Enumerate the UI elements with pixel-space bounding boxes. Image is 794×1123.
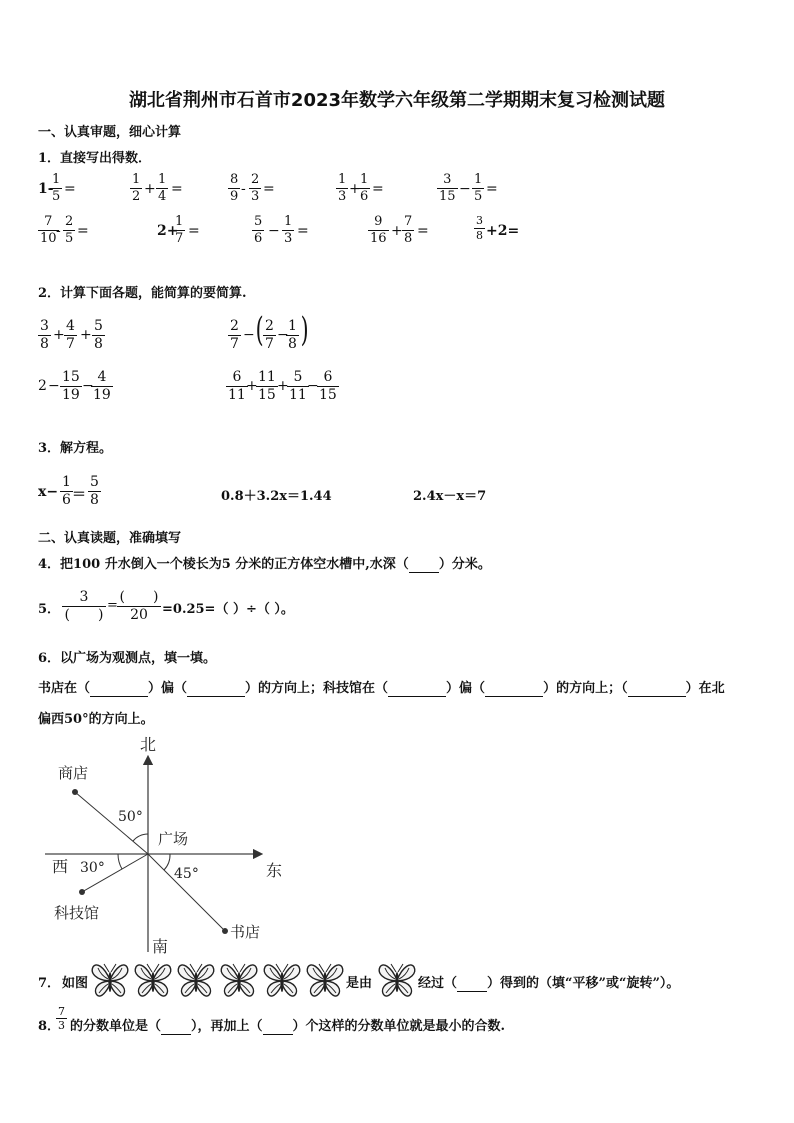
fraction xyxy=(56,1005,67,1032)
fraction xyxy=(88,474,101,509)
denominator: 15 xyxy=(439,189,456,204)
equals: = xyxy=(486,181,498,197)
equals: = xyxy=(372,181,384,197)
numerator: 1 xyxy=(338,172,347,187)
denominator: 8 xyxy=(40,336,49,352)
fraction xyxy=(249,172,261,205)
q3-label: 3．解方程。 xyxy=(38,441,113,456)
numerator: 2 xyxy=(230,318,239,334)
q7-text-d: ）得到的（填“平移”或“旋转”）。 xyxy=(487,976,680,991)
museum-point xyxy=(79,889,85,895)
direction-diagram xyxy=(40,730,300,958)
numerator: 11 xyxy=(258,369,276,385)
denominator: 8 xyxy=(404,231,413,246)
fraction xyxy=(91,369,113,404)
answer-blank[interactable] xyxy=(161,1019,191,1035)
fraction xyxy=(317,369,339,404)
q1-label: 1．直接写出得数． xyxy=(38,151,152,166)
fraction xyxy=(117,589,161,624)
fraction xyxy=(226,369,248,404)
fraction xyxy=(252,214,264,247)
denominator: 7 xyxy=(175,231,184,246)
numerator: 1 xyxy=(474,172,483,187)
q4-text xyxy=(38,553,491,573)
numerator: 7 xyxy=(58,1005,65,1018)
fraction xyxy=(38,318,51,353)
fraction xyxy=(64,318,77,353)
numerator: 3 xyxy=(476,214,483,227)
denominator: 5 xyxy=(52,189,61,204)
butterfly-icon xyxy=(376,960,418,1002)
right-paren: ) xyxy=(300,310,309,350)
operator: + xyxy=(246,378,258,394)
angle-bookstore-label: 45° xyxy=(174,866,199,882)
numerator: 9 xyxy=(368,214,389,231)
denominator: 11 xyxy=(228,387,246,403)
q3-equation2: 0.8＋3.2x＝1.44 xyxy=(221,489,332,504)
equation-prefix: x− xyxy=(38,484,59,500)
q4-text-b: ）分米。 xyxy=(438,557,491,572)
q3-equation3: 2.4x－x＝7 xyxy=(413,489,487,504)
denominator: 10 xyxy=(40,231,57,246)
denominator: 9 xyxy=(230,189,239,204)
fraction xyxy=(62,589,106,624)
q2-label: 2．计算下面各题，能简算的要简算. xyxy=(38,286,247,301)
operator: + xyxy=(53,327,65,343)
denominator: 8 xyxy=(288,336,297,352)
operator: - xyxy=(241,181,246,197)
denominator: 19 xyxy=(93,387,111,403)
denominator: 16 xyxy=(370,231,387,246)
fraction xyxy=(437,172,458,205)
angle-arc-bookstore xyxy=(164,854,170,870)
q6-line2: 偏西50°的方向上。 xyxy=(38,712,154,727)
fraction xyxy=(173,214,185,247)
q8-text-b: ），再加上（ xyxy=(191,1019,263,1034)
q7-text-c: 经过（ xyxy=(418,976,458,991)
numerator: 15 xyxy=(62,369,80,385)
denominator: 2 xyxy=(132,189,141,204)
numerator: 1 xyxy=(284,214,293,229)
angle-arc-museum xyxy=(118,854,122,869)
denominator: 8 xyxy=(90,492,99,508)
equals: = xyxy=(297,223,309,239)
angle-shop-label: 50° xyxy=(118,809,143,825)
q8-text-a: 的分数单位是（ xyxy=(70,1019,162,1034)
operator: − xyxy=(82,378,94,394)
q6-text: ）偏（ xyxy=(148,681,188,696)
numerator: 3 xyxy=(40,318,49,334)
denominator: 3 xyxy=(284,231,293,246)
bookstore-label: 书店 xyxy=(230,923,261,941)
numerator: 1 xyxy=(52,172,61,187)
bookstore-point xyxy=(222,928,228,934)
denominator: 19 xyxy=(62,387,80,403)
operator: + xyxy=(144,181,156,197)
operator: + xyxy=(277,378,289,394)
numerator: 1 xyxy=(175,214,184,229)
denominator: 4 xyxy=(158,189,167,204)
answer-blank[interactable] xyxy=(90,681,148,697)
fraction xyxy=(263,318,276,353)
left-paren: ( xyxy=(255,310,264,350)
fraction xyxy=(474,214,485,243)
numerator: 1 xyxy=(288,318,297,334)
numerator: 3 xyxy=(437,172,458,189)
fraction xyxy=(256,369,278,404)
denominator: 8 xyxy=(94,336,103,352)
numerator: 7 xyxy=(404,214,413,229)
equals: = xyxy=(263,181,275,197)
q8-number: 8． xyxy=(38,1019,61,1034)
numerator: 1 xyxy=(62,474,71,490)
whole-number: 2 xyxy=(38,378,47,394)
q7-text-a: 如图 xyxy=(62,976,89,991)
center-label: 广场 xyxy=(158,830,189,848)
denominator: 7 xyxy=(265,336,274,352)
answer-blank[interactable] xyxy=(485,681,543,697)
north-label: 北 xyxy=(140,735,157,754)
operator: − xyxy=(243,327,255,343)
q7-text-b: 是由 xyxy=(346,976,373,991)
angle-museum-label: 30° xyxy=(80,860,105,876)
fraction xyxy=(282,214,294,247)
operator: − xyxy=(268,223,280,239)
operator: + xyxy=(80,327,92,343)
equals: = xyxy=(107,598,118,613)
equals: = xyxy=(188,223,200,239)
operator: − xyxy=(277,327,289,343)
angle-arc-shop xyxy=(133,834,148,841)
q5-tail: =0.25=（ ）÷（ ）。 xyxy=(162,602,294,617)
numerator: 3 xyxy=(62,589,106,607)
numerator: 5 xyxy=(90,474,99,490)
numerator: 1 xyxy=(132,172,141,187)
fraction xyxy=(63,214,75,247)
numerator: 2 xyxy=(251,172,260,187)
q6-text: ）在北 xyxy=(685,681,725,696)
operator: − xyxy=(48,378,60,394)
numerator-blank[interactable]: ( ) xyxy=(117,589,161,607)
numerator: 2 xyxy=(265,318,274,334)
q7-number: 7． xyxy=(38,976,61,991)
east-label: 东 xyxy=(266,861,283,880)
answer-blank[interactable] xyxy=(187,681,245,697)
numerator: 5 xyxy=(94,318,103,334)
q8-text xyxy=(70,1015,505,1035)
museum-label: 科技馆 xyxy=(54,904,100,922)
denominator: 7 xyxy=(66,336,75,352)
equals: = xyxy=(64,181,76,197)
q6-text: ）的方向上；科技馆在（ xyxy=(245,681,389,696)
section1-heading: 一、认真审题，细心计算 xyxy=(38,125,182,140)
q4-text-a: 4．把100 升水倒入一个棱长为5 分米的正方体空水槽中,水深（ xyxy=(38,557,409,572)
numerator: 6 xyxy=(317,369,339,387)
plus-two-equals: +2= xyxy=(486,223,520,239)
south-label: 南 xyxy=(152,937,169,956)
numerator: 4 xyxy=(91,369,113,387)
denominator: 15 xyxy=(258,387,276,403)
shop-label: 商店 xyxy=(58,764,89,782)
equals: = xyxy=(77,223,89,239)
denominator: 3 xyxy=(338,189,347,204)
operator: − xyxy=(307,378,319,394)
q5-number: 5． xyxy=(38,602,61,617)
denominator: 3 xyxy=(251,189,260,204)
fraction xyxy=(472,172,484,205)
numerator: 7 xyxy=(38,214,59,231)
denominator-blank[interactable]: ( ) xyxy=(64,607,104,623)
operator: - xyxy=(56,223,61,239)
q6-text: ）的方向上；（ xyxy=(543,681,628,696)
q7-answer-blank[interactable] xyxy=(457,976,487,992)
section2-heading: 二、认真读题，准确填写 xyxy=(38,531,182,546)
fraction xyxy=(92,318,105,353)
equals: ＝ xyxy=(72,487,86,503)
denominator: 6 xyxy=(254,231,263,246)
operator: + xyxy=(349,181,361,197)
q1-r2e2-pre: 2+ xyxy=(157,223,179,239)
page-title: 湖北省荆州市石首市2023年数学六年级第二学期期末复习检测试题 xyxy=(128,90,666,111)
fraction xyxy=(336,172,348,205)
q6-text: 书店在（ xyxy=(38,681,91,696)
numerator: 1 xyxy=(360,172,369,187)
q1-r1e1-pre: 1- xyxy=(38,181,54,197)
fraction xyxy=(286,318,299,353)
fraction xyxy=(228,318,241,353)
numerator: 5 xyxy=(287,369,309,387)
numerator: 8 xyxy=(230,172,239,187)
equals: = xyxy=(417,223,429,239)
numerator: 4 xyxy=(66,318,75,334)
denominator: 6 xyxy=(360,189,369,204)
fraction xyxy=(287,369,309,404)
denominator: 15 xyxy=(319,387,337,403)
numerator: 6 xyxy=(226,369,248,387)
answer-blank[interactable] xyxy=(263,1019,293,1035)
west-label: 西 xyxy=(52,857,69,876)
butterfly-row-image xyxy=(90,960,346,1002)
numerator: 5 xyxy=(254,214,263,229)
q6-label: 6．以广场为观测点，填一填。 xyxy=(38,651,217,666)
fraction xyxy=(368,214,389,247)
denominator: 7 xyxy=(230,336,239,352)
numerator: 2 xyxy=(65,214,74,229)
fraction xyxy=(60,474,73,509)
operator: − xyxy=(459,181,471,197)
denominator: 11 xyxy=(289,387,307,403)
operator: + xyxy=(391,223,403,239)
denominator: 3 xyxy=(58,1019,65,1032)
fraction xyxy=(402,214,414,247)
denominator: 5 xyxy=(474,189,483,204)
q7-text-cd xyxy=(418,972,679,992)
q4-answer-blank[interactable] xyxy=(409,557,439,573)
answer-blank[interactable] xyxy=(628,681,686,697)
denominator: 8 xyxy=(476,229,483,242)
fraction xyxy=(50,172,62,205)
q6-text: ）偏（ xyxy=(446,681,486,696)
denominator: 20 xyxy=(130,607,148,623)
denominator: 6 xyxy=(62,492,71,508)
answer-blank[interactable] xyxy=(388,681,446,697)
q6-line1 xyxy=(38,677,725,697)
fraction xyxy=(60,369,82,404)
fraction xyxy=(228,172,240,205)
fraction xyxy=(156,172,168,205)
fraction xyxy=(130,172,142,205)
fraction xyxy=(358,172,370,205)
shop-point xyxy=(72,789,78,795)
denominator: 5 xyxy=(65,231,74,246)
q8-text-c: ）个这样的分数单位就是最小的合数. xyxy=(292,1019,506,1034)
numerator: 1 xyxy=(158,172,167,187)
equals: = xyxy=(171,181,183,197)
